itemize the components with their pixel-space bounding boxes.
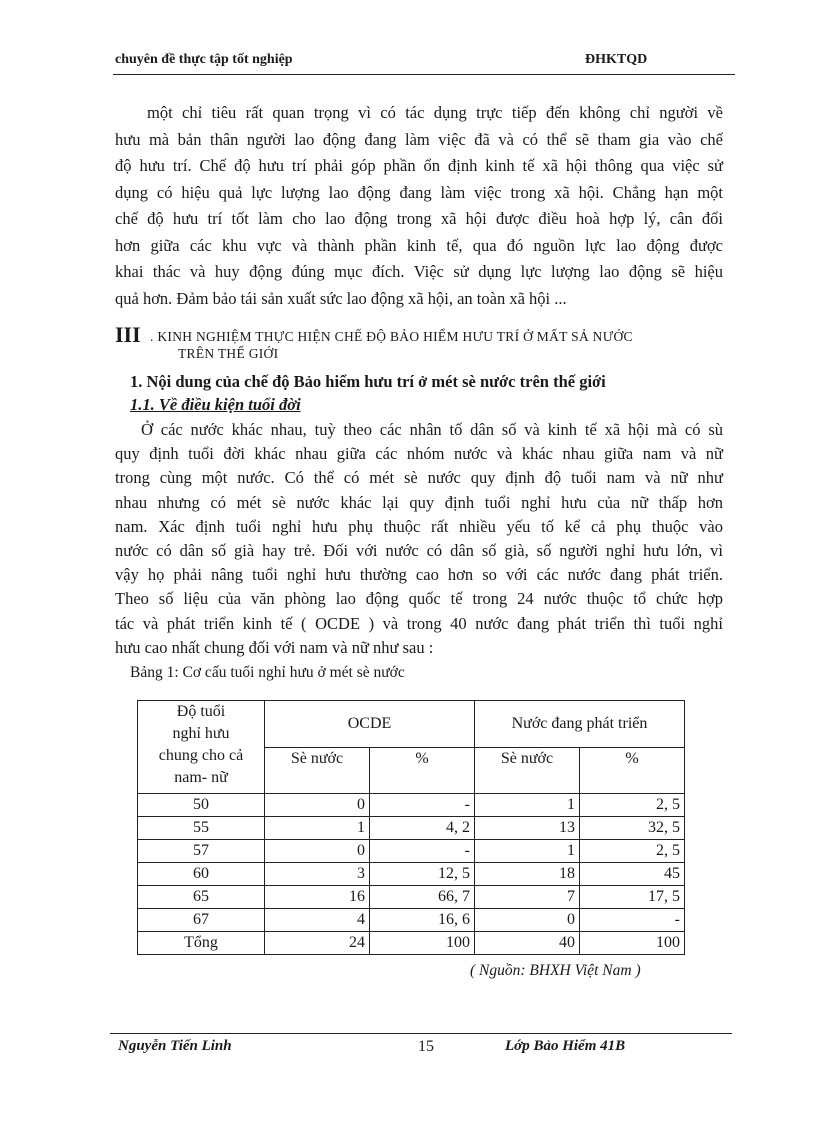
table-total-row [138, 932, 685, 955]
ocde-group-header: OCDE [265, 701, 475, 748]
ocde-count-header: Sè nước [265, 747, 370, 794]
paragraph-line: trong cùng một nước. Có thể có mét sè nước quy định độ tuổi nam và nữ như [115, 468, 723, 488]
ocde-pct-cell: 16, 6 [370, 909, 475, 932]
ocde-count-cell: 24 [265, 932, 370, 955]
table-caption: Bảng 1: Cơ cấu tuổi nghỉ hưu ở mét sè nước [130, 664, 405, 681]
paragraph-line: chế độ hưu trí tốt làm cho lao động trong xã hội được điều hoà hợp lý, cân đối [115, 209, 723, 228]
ocde-pct-cell: - [370, 794, 475, 817]
table-row [138, 886, 685, 909]
paragraph-line: nước có dân số già hay trẻ. Đối với nước có dân số già, số người nghỉ hưu lớn, vì [115, 541, 723, 561]
section-title-line2: TRÊN THẾ GIỚI [178, 346, 279, 361]
paragraph-line: Ở các nước khác nhau, tuỳ theo các nhân tố dân số và kinh tế xã hội mà có sù [141, 420, 723, 439]
age-cell: 57 [138, 840, 265, 863]
paragraph-line: một chỉ tiêu rất quan trọng vì có tác dụng trực tiếp đến không chỉ người về [147, 103, 723, 122]
total-label-cell: Tổng [138, 932, 265, 955]
dev-pct-cell: 32, 5 [580, 817, 685, 840]
header-right-title: ĐHKTQD [585, 52, 648, 67]
dev-count-cell: 1 [475, 794, 580, 817]
paragraph-line: hưu mà bản thân người lao động đang làm việc đã và có thể sẽ tham gia vào chế [115, 129, 723, 149]
dev-count-cell: 7 [475, 886, 580, 909]
paragraph-line: Theo số liệu của văn phòng lao động quốc tế trong 24 nước thuộc tổ chức hợp [115, 589, 723, 609]
paragraph-line: nhau nhưng có mét sè nước khác lại quy định tuổi nghỉ hưu của nữ thấp hơn [115, 492, 723, 512]
dev-pct-cell: 17, 5 [580, 886, 685, 909]
dev-pct-header: % [580, 747, 685, 794]
footer-class: Lớp Bảo Hiểm 41B [505, 1038, 626, 1054]
dev-count-cell: 1 [475, 840, 580, 863]
dev-count-cell: 0 [475, 909, 580, 932]
paragraph-line: khai thác và huy động đúng mục đích. Việc sử dụng lực lượng lao động sẽ hiệu [115, 262, 723, 281]
header-left-title: chuyên đề thực tập tốt nghiệp [115, 52, 293, 67]
table-header-row [138, 701, 685, 748]
ocde-count-cell: 0 [265, 794, 370, 817]
ocde-count-cell: 3 [265, 863, 370, 886]
age-cell: 65 [138, 886, 265, 909]
ocde-pct-cell: 66, 7 [370, 886, 475, 909]
table-row [138, 909, 685, 932]
paragraph-line: quy định tuổi đời khác nhau giữa các nhóm nước và khác nhau giữa nam và nữ [115, 444, 723, 464]
header-divider [113, 74, 735, 75]
subheading-1-1: 1.1. Về điều kiện tuổi đời [130, 395, 301, 414]
paragraph-line: hưu cao nhất chung đối với nam và nữ như sau : [115, 637, 434, 657]
table-row [138, 863, 685, 886]
retirement-age-table [137, 700, 685, 955]
age-header-line: nghỉ hưu [172, 725, 230, 742]
age-cell: 50 [138, 794, 265, 817]
footer-author: Nguyễn Tiến Linh [118, 1038, 232, 1054]
table-row [138, 817, 685, 840]
age-header-line: nam- nữ [174, 769, 228, 786]
ocde-pct-cell: 4, 2 [370, 817, 475, 840]
section-title [150, 328, 633, 362]
ocde-pct-cell: 100 [370, 932, 475, 955]
page-number: 15 [418, 1038, 434, 1055]
dev-count-cell: 18 [475, 863, 580, 886]
ocde-pct-header: % [370, 747, 475, 794]
developing-group-header: Nước đang phát triển [475, 701, 685, 748]
table-row [138, 840, 685, 863]
dev-pct-cell: 45 [580, 863, 685, 886]
section-title-line1: . KINH NGHIỆM THỰC HIỆN CHẾ ĐỘ BẢO HIỂM HƯU TRÍ Ở MẤT SẢ NƯỚC [150, 329, 633, 344]
ocde-pct-cell: - [370, 840, 475, 863]
section-number: III [115, 322, 141, 347]
paragraph-line: quả hơn. Đảm bảo tái sản xuất sức lao động xã hội, an toàn xã hội ... [115, 288, 567, 308]
table-row [138, 794, 685, 817]
footer-divider [110, 1033, 732, 1034]
age-cell: 55 [138, 817, 265, 840]
paragraph-line: tác và phát triển kinh tế ( OCDE ) và trong 40 nước đang phát triển thì tuổi nghỉ [115, 613, 723, 633]
ocde-count-cell: 16 [265, 886, 370, 909]
dev-count-cell: 13 [475, 817, 580, 840]
dev-count-header: Sè nước [475, 747, 580, 794]
paragraph-line: vậy họ phải nâng tuổi nghỉ hưu thường cao hơn so với các nước đang phát triển. [115, 565, 723, 585]
paragraph-intro [115, 100, 723, 312]
dev-count-cell: 40 [475, 932, 580, 955]
ocde-pct-cell: 12, 5 [370, 863, 475, 886]
dev-pct-cell: - [580, 909, 685, 932]
ocde-count-cell: 4 [265, 909, 370, 932]
table-source: ( Nguồn: BHXH Việt Nam ) [470, 962, 641, 979]
age-header-line: chung cho cả [158, 747, 244, 764]
age-header-cell [138, 701, 265, 794]
dev-pct-cell: 100 [580, 932, 685, 955]
ocde-count-cell: 0 [265, 840, 370, 863]
paragraph-age-conditions [115, 418, 723, 660]
age-header-line: Độ tuổi [176, 703, 226, 720]
subheading-1: 1. Nội dung của chế độ Bảo hiểm hưu trí ở mét sè nước trên thế giới [130, 372, 606, 391]
ocde-count-cell: 1 [265, 817, 370, 840]
paragraph-line: độ hưu trí. Chế độ hưu trí phải góp phần ổn định kinh tế xã hội thông qua việc sử [115, 156, 723, 175]
dev-pct-cell: 2, 5 [580, 794, 685, 817]
paragraph-line: nam. Xác định tuổi nghỉ hưu phụ thuộc rất nhiều yếu tố kể cả phụ thuộc vào [115, 516, 723, 536]
age-cell: 60 [138, 863, 265, 886]
paragraph-line: hơn giữa các khu vực và thành phần kinh tế, qua đó nguồn lực lao động được [115, 235, 723, 255]
paragraph-line: dụng có hiệu quả lực lượng lao động đang làm việc trong xã hội. Chẳng hạn một [115, 182, 723, 202]
age-cell: 67 [138, 909, 265, 932]
dev-pct-cell: 2, 5 [580, 840, 685, 863]
